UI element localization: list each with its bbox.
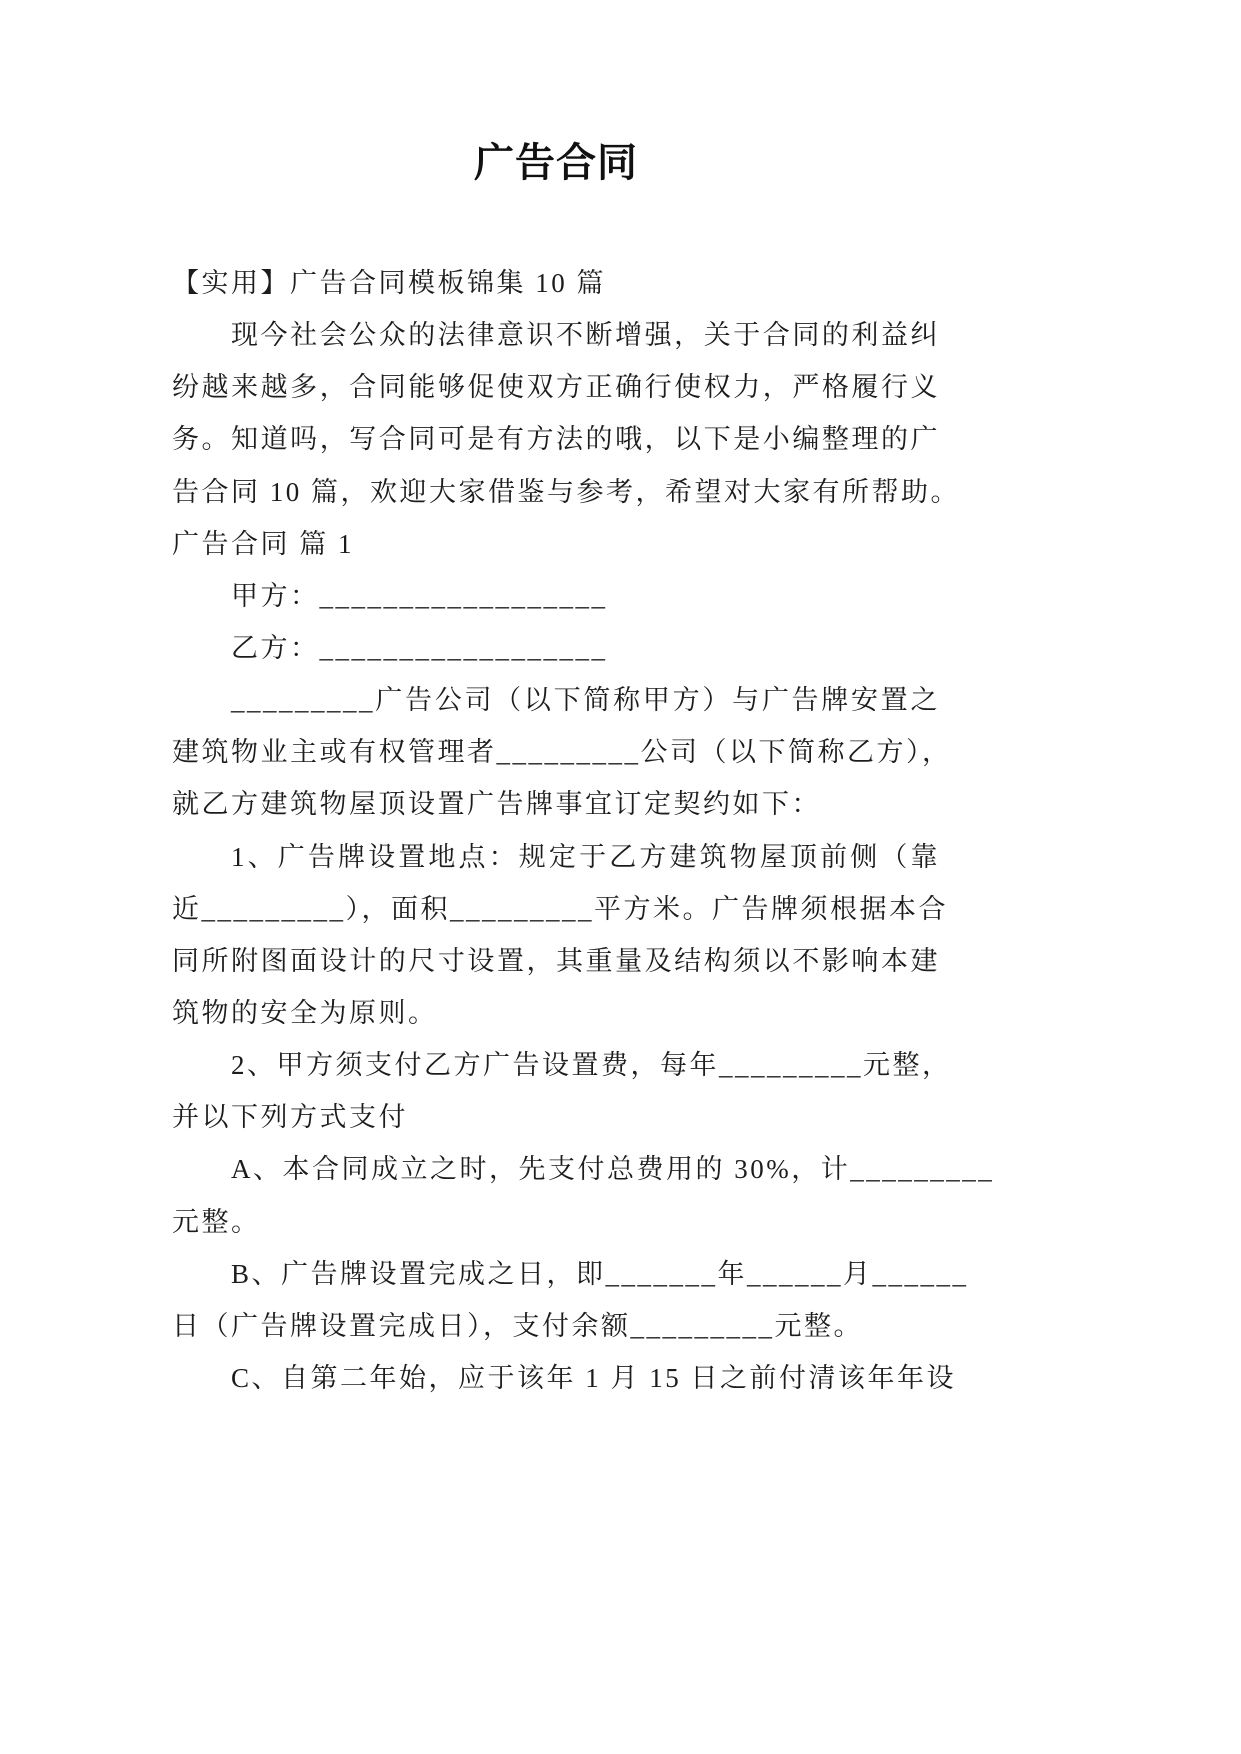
- clause-1-line: 同所附图面设计的尺寸设置，其重量及结构须以不影响本建: [172, 945, 940, 976]
- clause-2-line: 并以下列方式支付: [172, 1102, 408, 1133]
- intro-line: 务。知道吗，写合同可是有方法的哦，以下是小编整理的广: [172, 424, 940, 455]
- payment-c-line: C、自第二年始，应于该年 1 月 15 日之前付清该年年设: [231, 1362, 957, 1393]
- party-b-field: 乙方：__________________: [231, 632, 608, 663]
- payment-b-line: 日（广告牌设置完成日），支付余额_________元整。: [172, 1310, 863, 1341]
- clause-2-line: 2、甲方须支付乙方广告设置费，每年_________元整，: [231, 1050, 952, 1081]
- intro-line: 告合同 10 篇，欢迎大家借鉴与参考，希望对大家有所帮助。: [172, 476, 960, 507]
- payment-a-line: 元整。: [172, 1206, 261, 1237]
- collection-heading: 【实用】广告合同模板锦集 10 篇: [172, 268, 606, 298]
- section-title: 广告合同 篇 1: [172, 528, 354, 559]
- clause-1-line: 1、广告牌设置地点：规定于乙方建筑物屋顶前侧（靠: [231, 841, 940, 872]
- document-body: [172, 257, 995, 1404]
- intro-line: 现今社会公众的法律意识不断增强，关于合同的利益纠: [231, 320, 940, 351]
- party-a-field: 甲方：__________________: [231, 580, 608, 611]
- clause-1-line: 近_________），面积_________平方米。广告牌须根据本合: [172, 893, 948, 924]
- intro-line: 纷越来越多，合同能够促使双方正确行使权力，严格履行义: [172, 372, 940, 403]
- preamble-line: 就乙方建筑物屋顶设置广告牌事宜订定契约如下：: [172, 789, 821, 820]
- preamble-line: 建筑物业主或有权管理者_________公司（以下简称乙方），: [172, 737, 952, 768]
- preamble-line: _________广告公司（以下简称甲方）与广告牌安置之: [231, 685, 940, 716]
- payment-b-line: B、广告牌设置完成之日，即_______年______月______: [231, 1258, 969, 1289]
- clause-1-line: 筑物的安全为原则。: [172, 997, 438, 1028]
- payment-a-line: A、本合同成立之时，先支付总费用的 30%，计_________: [231, 1154, 995, 1185]
- document-title: 广告合同: [474, 140, 638, 185]
